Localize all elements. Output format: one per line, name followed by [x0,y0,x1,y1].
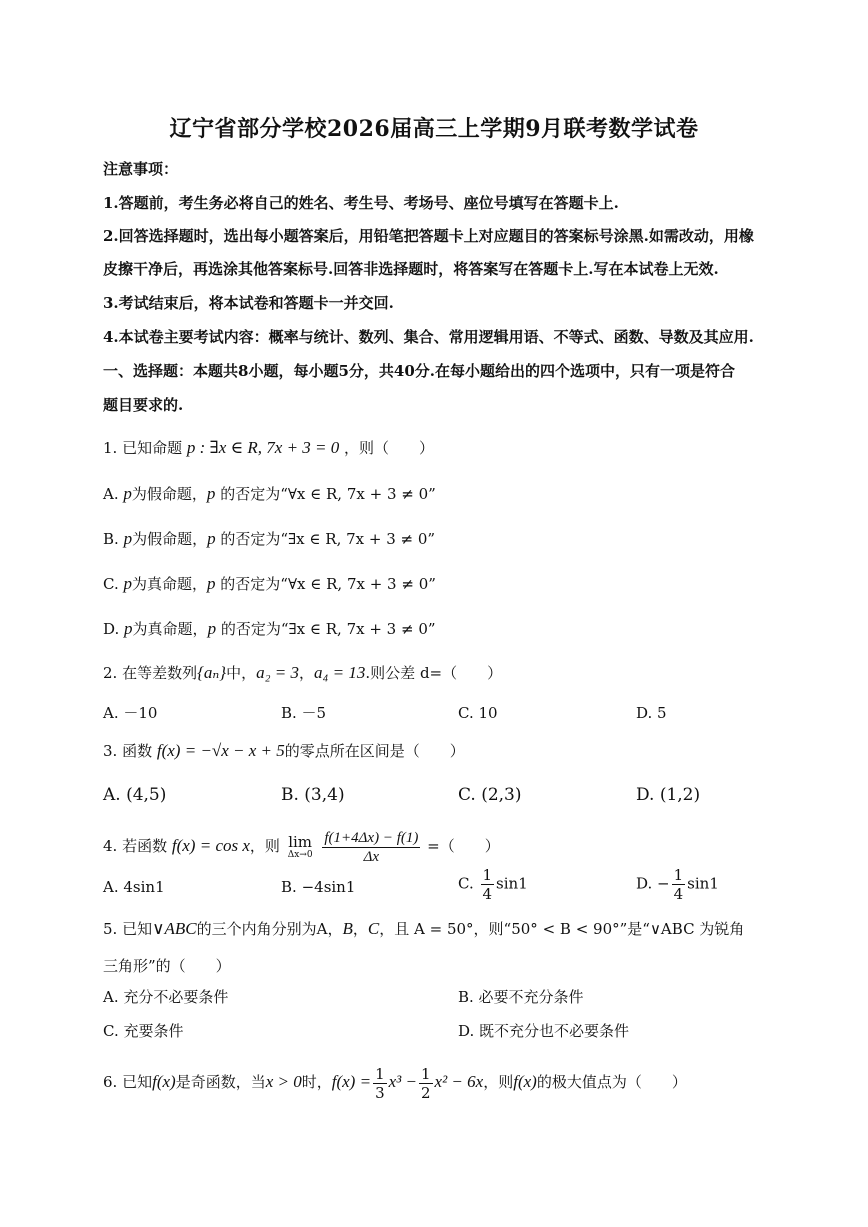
q2-sequence: {aₙ} [197,663,227,682]
section-heading-cont: 题目要求的. [103,396,184,414]
q6-suffix: 的极大值点为（ ） [536,1073,687,1091]
question-3-stem [103,740,465,762]
q1-suffix: ，则（ ） [344,439,435,457]
question-2-option-d[interactable]: D. 5 [636,704,667,722]
option-label: C. [458,874,474,893]
question-2-option-b[interactable]: B. －5 [281,704,327,722]
option-var: p [207,529,216,548]
option-text: −4sin1 [301,878,356,896]
q6-fx: f(x) [513,1072,537,1091]
option-var: p [123,484,132,503]
q6-prefix: 6. 已知 [103,1073,153,1091]
notice-item-3: 3.考试结束后，将本试卷和答题卡一并交回. [103,294,394,312]
notice-heading: 注意事项： [103,160,179,178]
question-1-option-d[interactable] [103,618,436,640]
q2-a2: a₂ = 3 [256,663,299,682]
q6-fx: f(x) = [331,1072,372,1091]
fraction-numerator: 1 [673,866,684,884]
fraction-denominator: 2 [420,1083,431,1102]
q6-fraction-1 [373,1065,387,1102]
option-label: A. [103,878,119,896]
question-1-option-c[interactable] [103,573,436,595]
q6-text: 是奇函数，当 [175,1073,266,1091]
option-var: p [206,484,216,503]
q6-fraction-2 [419,1065,433,1102]
option-label: B. [281,878,297,896]
fraction-numerator: f(1+4Δx) − f(1) [324,829,419,846]
question-1-option-b[interactable] [103,528,435,550]
option-text: 为假命题， [131,485,207,503]
q4-fraction [322,829,420,866]
question-3-option-d[interactable]: D. (1,2) [636,785,701,805]
section-heading: 一、选择题：本题共8小题，每小题5分，共40分.在每小题给出的四个选项中，只有一项是符合 [103,362,735,380]
option-var: p [123,574,132,593]
question-3-option-c[interactable]: C. (2,3) [458,785,522,805]
question-4-option-d[interactable] [636,866,719,903]
question-4-stem [103,826,500,866]
question-5-stem-cont: 三角形”的（ ） [103,957,231,975]
option-label: D. [636,874,653,893]
question-2-option-a[interactable]: A. －10 [103,704,158,722]
notice-item-2-cont: 皮擦干净后，再选涂其他答案标号.回答非选择题时，将答案写在答题卡上.写在本试卷上无效. [103,260,719,278]
option-text: 为假命题， [132,530,208,548]
question-1-option-a[interactable] [103,483,436,505]
question-3-option-b[interactable]: B. (3,4) [281,785,345,805]
option-label: D. [103,620,120,638]
option-fraction [672,866,686,903]
notice-item-2: 2.回答选择题时，选出每小题答案后，用铅笔把答题卡上对应题目的答案标号涂黑.如需改动，用橡 [103,227,754,245]
option-label: C. [103,575,119,593]
fraction-denominator: Δx [363,848,380,865]
q2-prefix: 2. 在等差数列 [103,664,198,682]
fraction-denominator: 4 [482,885,493,903]
question-2-option-c[interactable]: C. 10 [458,704,498,722]
q5-text: 的三个内角分别为A， [196,920,343,938]
q4-limit [288,834,313,860]
option-var: p [207,574,216,593]
q6-text: 时， [301,1073,332,1091]
notice-item-4: 4.本试卷主要考试内容：概率与统计、数列、集合、常用逻辑用语、不等式、函数、导数及其应用. [103,328,754,346]
option-text: 的否定为“∀x ∈ R, 7x + 3 ≠ 0” [220,575,436,593]
question-6-stem [103,1062,687,1102]
q2-a4: a₄ = 13 [314,663,366,682]
q3-prefix: 3. 函数 [103,742,153,760]
q1-prefix: 1. 已知命题 [103,439,183,457]
page-title: 辽宁省部分学校2026届高三上学期9月联考数学试卷 [169,116,699,142]
question-5-option-b[interactable]: B. 必要不充分条件 [458,988,584,1006]
q6-condition: x > 0 [265,1072,302,1091]
q5-text: ， [352,920,368,938]
option-text: 的否定为“∃x ∈ R, 7x + 3 ≠ 0” [220,620,436,638]
q4-suffix: =（ ） [427,837,500,855]
question-4-option-a[interactable] [103,876,165,898]
q5-angle-c: C [367,919,380,938]
question-4-option-c[interactable] [458,866,528,903]
option-var: p [124,619,133,638]
fraction-denominator: 4 [673,885,684,903]
fraction-denominator: 3 [375,1083,385,1102]
option-fraction [481,866,495,903]
q2-text: 中， [226,664,257,682]
q3-math: f(x) = −√x − x + 5 [156,741,285,760]
question-2-stem [103,662,502,684]
question-5-option-c[interactable]: C. 充要条件 [103,1022,184,1040]
option-text: sin1 [687,874,719,893]
lim-sub: Δx→0 [287,850,313,860]
fraction-numerator: 1 [420,1064,431,1083]
q2-suffix: .则公差 d=（ ） [365,664,503,682]
q2-text: ， [299,664,315,682]
q4-prefix: 4. 若函数 [103,837,168,855]
fraction-numerator: 1 [375,1064,385,1083]
q6-term: x² − 6x [434,1072,484,1091]
option-text: 为真命题， [132,620,208,638]
q5-triangle: ∨ABC [152,919,197,938]
q5-condition: ，且 A = 50°，则“50° < B < 90°”是“∨ABC 为锐角 [379,920,745,938]
option-text: 的否定为“∀x ∈ R, 7x + 3 ≠ 0” [220,485,436,503]
notice-item-1: 1.答题前，考生务必将自己的姓名、考生号、考场号、座位号填写在答题卡上. [103,194,619,212]
question-5-stem [103,918,744,940]
q5-prefix: 5. 已知 [103,920,153,938]
option-var: p [207,619,217,638]
question-4-option-b[interactable] [281,876,355,898]
q6-fx: f(x) [152,1072,176,1091]
q4-text: ，则 [249,837,280,855]
option-sign: − [657,874,670,893]
option-var: p [123,529,133,548]
option-label: A. [103,485,119,503]
option-label: B. [103,530,119,548]
question-1-stem [103,437,434,459]
option-text: 为真命题， [132,575,208,593]
question-5-option-d[interactable]: D. 既不充分也不必要条件 [458,1022,630,1040]
option-text: sin1 [496,874,528,893]
q4-math: f(x) = cos x [171,836,250,855]
question-5-option-a[interactable]: A. 充分不必要条件 [103,988,229,1006]
q6-term: x³ − [388,1072,417,1091]
lim-word: lim [288,833,313,851]
option-text: 的否定为“∃x ∈ R, 7x + 3 ≠ 0” [220,530,436,548]
q3-suffix: 的零点所在区间是（ ） [284,742,465,760]
option-text: 4sin1 [123,878,165,896]
q5-angle-b: B [342,919,353,938]
fraction-numerator: 1 [482,866,493,884]
q1-math: p : ∃x ∈ R, 7x + 3 = 0 [186,438,340,457]
q6-text: ，则 [483,1073,514,1091]
question-3-option-a[interactable]: A. (4,5) [103,785,167,805]
